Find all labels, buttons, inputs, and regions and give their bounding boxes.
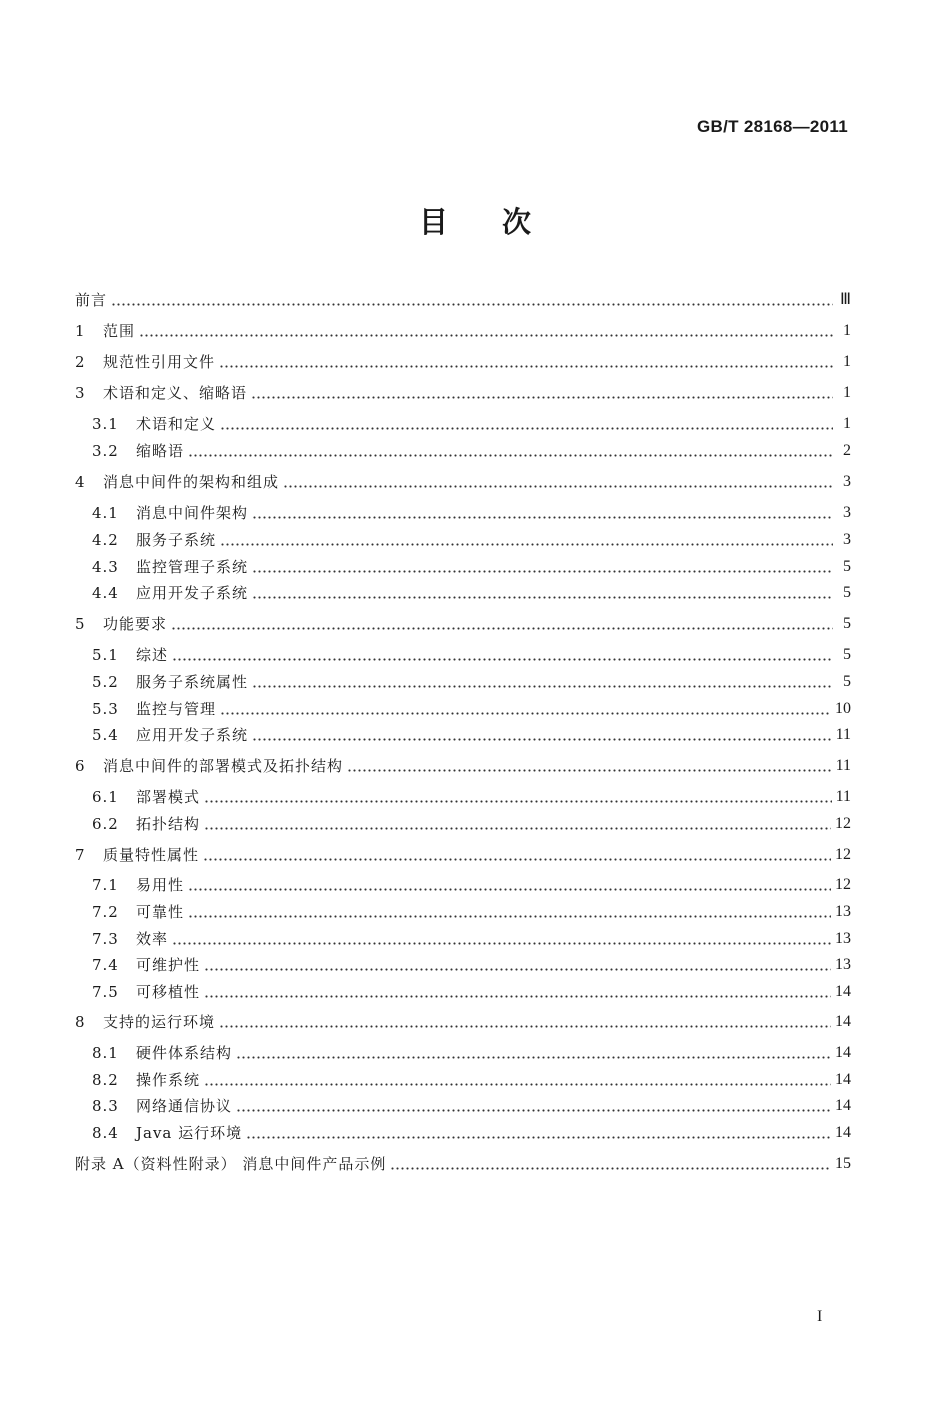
toc-entry-page: 3 — [843, 531, 851, 548]
toc-entry-number: 7.2 — [92, 903, 119, 921]
toc-entry-number: 5.4 — [92, 726, 119, 744]
toc-entry[interactable] — [92, 897, 851, 921]
toc-entry[interactable] — [92, 667, 851, 691]
toc-entry-title: 操作系统 — [136, 1071, 201, 1089]
toc-entry-page: 3 — [843, 473, 851, 490]
toc-entry-title: 效率 — [136, 930, 169, 948]
toc-entry-title: 缩略语 — [136, 442, 185, 460]
toc-entry-number: 4.1 — [92, 504, 119, 522]
dot-leader — [220, 427, 833, 430]
toc-entry[interactable] — [92, 809, 851, 833]
dot-leader — [111, 303, 833, 306]
dot-leader — [172, 942, 831, 945]
toc-entry-number: 3.1 — [92, 415, 119, 433]
dot-leader — [252, 516, 833, 519]
toc-entry[interactable] — [75, 467, 851, 491]
dot-leader — [347, 769, 832, 772]
dot-leader — [220, 543, 833, 546]
toc-entry-title: 前言 — [75, 291, 108, 309]
toc-entry-title: 质量特性属性 — [103, 846, 200, 864]
toc-entry-page: 5 — [843, 615, 851, 632]
toc-entry[interactable] — [92, 720, 851, 744]
dot-leader — [251, 396, 833, 399]
toc-entry-page: 14 — [835, 1097, 851, 1114]
dot-leader — [188, 915, 831, 918]
toc-entry-number: 8.3 — [92, 1097, 119, 1115]
toc-entry-title: 硬件体系结构 — [136, 1044, 233, 1062]
toc-entry-title: 支持的运行环境 — [103, 1013, 216, 1031]
toc-entry[interactable] — [75, 1007, 851, 1031]
dot-leader — [236, 1109, 831, 1112]
toc-entry[interactable] — [75, 751, 851, 775]
toc-entry-number: 8.1 — [92, 1044, 119, 1062]
toc-entry[interactable] — [92, 977, 851, 1001]
toc-entry-page: 1 — [843, 384, 851, 401]
toc-entry-page: 15 — [835, 1155, 851, 1172]
toc-entry-title: 监控与管理 — [136, 700, 217, 718]
toc-entry-page: 2 — [843, 442, 851, 459]
toc-entry-page: 14 — [835, 1071, 851, 1088]
dot-leader — [204, 827, 831, 830]
toc-entry-title: 部署模式 — [136, 788, 201, 806]
toc-entry-title: 应用开发子系统 — [136, 584, 249, 602]
toc-entry-number: 7.1 — [92, 876, 119, 894]
title-char-2: 次 — [502, 205, 532, 239]
toc-entry[interactable] — [92, 578, 851, 602]
dot-leader — [219, 1025, 831, 1028]
toc-entry-number: 7.5 — [92, 983, 119, 1001]
toc-entry-page: 13 — [835, 903, 851, 920]
dot-leader — [188, 888, 831, 891]
toc-entry-number: 5.3 — [92, 700, 119, 718]
dot-leader — [236, 1056, 831, 1059]
dot-leader — [219, 365, 833, 368]
toc-entry-number: 4.2 — [92, 531, 119, 549]
page-title — [0, 200, 950, 241]
toc-entry[interactable] — [92, 870, 851, 894]
toc-entry[interactable] — [92, 436, 851, 460]
toc-entry-title: 服务子系统 — [136, 531, 217, 549]
toc-entry-number: 5 — [75, 615, 86, 633]
toc-entry-page: 11 — [835, 726, 851, 743]
toc-entry-page: 5 — [843, 558, 851, 575]
toc-entry-number: 3.2 — [92, 442, 119, 460]
toc-entry-title: 功能要求 — [103, 615, 168, 633]
dot-leader — [204, 995, 831, 998]
dot-leader — [204, 1083, 831, 1086]
toc-entry-title: 消息中间件的部署模式及拓扑结构 — [103, 757, 344, 775]
toc-entry-title: 易用性 — [136, 876, 185, 894]
toc-entry-page: 14 — [835, 1124, 851, 1141]
toc-entry[interactable] — [75, 378, 851, 402]
toc-entry-title: 术语和定义 — [136, 415, 217, 433]
toc-entry-page: 11 — [835, 788, 851, 805]
toc-entry-title: 网络通信协议 — [136, 1097, 233, 1115]
toc-entry-number: 1 — [75, 322, 86, 340]
toc-entry-title: 规范性引用文件 — [103, 353, 216, 371]
toc-entry-page: 12 — [835, 815, 851, 832]
toc-entry-page: 1 — [843, 322, 851, 339]
toc-entry[interactable] — [92, 1091, 851, 1115]
page-number: I — [817, 1308, 823, 1325]
toc-entry-page: 5 — [843, 584, 851, 601]
toc-entry[interactable] — [92, 552, 851, 576]
toc-entry-title: 消息中间件的架构和组成 — [103, 473, 280, 491]
toc-entry[interactable] — [92, 782, 851, 806]
title-char-1: 目 — [418, 205, 448, 239]
toc-entry-number: 5.2 — [92, 673, 119, 691]
toc-entry[interactable] — [92, 525, 851, 549]
toc-entry-title: 范围 — [103, 322, 136, 340]
toc-entry[interactable] — [75, 1149, 851, 1173]
toc-entry-page: 14 — [835, 983, 851, 1000]
toc-entry[interactable] — [92, 694, 851, 718]
dot-leader — [220, 712, 831, 715]
toc-entry[interactable] — [92, 1118, 851, 1142]
toc-entry-number: 4.3 — [92, 558, 119, 576]
toc-entry-title: Java 运行环境 — [136, 1124, 243, 1142]
toc-entry-number: 8.4 — [92, 1124, 119, 1142]
toc-entry-title: 可维护性 — [136, 956, 201, 974]
toc-entry-number: 3 — [75, 384, 86, 402]
toc-entry-page: 14 — [835, 1044, 851, 1061]
dot-leader — [203, 858, 831, 861]
toc-entry[interactable] — [92, 1065, 851, 1089]
toc-entry-title: 服务子系统属性 — [136, 673, 249, 691]
dot-leader — [171, 627, 833, 630]
toc-entry-number: 8 — [75, 1013, 86, 1031]
toc-entry-title: 监控管理子系统 — [136, 558, 249, 576]
toc-entry[interactable] — [92, 409, 851, 433]
toc-entry-page: 1 — [843, 353, 851, 370]
toc-entry-title: 消息中间件架构 — [136, 504, 249, 522]
toc-entry-number: 2 — [75, 353, 86, 371]
toc-entry-page: 13 — [835, 956, 851, 973]
toc-entry-page: 12 — [835, 846, 851, 863]
toc-entry-number: 7.4 — [92, 956, 119, 974]
standard-code: GB/T 28168—2011 — [697, 117, 848, 136]
toc-entry-number: 7 — [75, 846, 86, 864]
toc-entry-page: 13 — [835, 930, 851, 947]
toc-entry-title: 综述 — [136, 646, 169, 664]
toc-entry-page: 3 — [843, 504, 851, 521]
toc-entry-title: 拓扑结构 — [136, 815, 201, 833]
toc-entry-page: 5 — [843, 646, 851, 663]
toc-entry-number: 4.4 — [92, 584, 119, 602]
toc-entry[interactable] — [75, 840, 851, 864]
toc-entry[interactable] — [92, 498, 851, 522]
dot-leader — [246, 1136, 831, 1139]
toc-entry-title: 术语和定义、缩略语 — [103, 384, 248, 402]
dot-leader — [252, 570, 833, 573]
toc-entry-number: 6 — [75, 757, 86, 775]
dot-leader — [390, 1167, 831, 1170]
toc-entry-page: 12 — [835, 876, 851, 893]
toc-entry-page: 5 — [843, 673, 851, 690]
toc-entry-title: 附录 A（资料性附录） 消息中间件产品示例 — [75, 1155, 387, 1173]
toc-entry[interactable] — [92, 640, 851, 664]
dot-leader — [283, 485, 833, 488]
toc-entry-title: 可移植性 — [136, 983, 201, 1001]
dot-leader — [204, 800, 832, 803]
toc-entry-title: 应用开发子系统 — [136, 726, 249, 744]
dot-leader — [172, 658, 833, 661]
toc-entry[interactable] — [92, 1038, 851, 1062]
toc-entry-title: 可靠性 — [136, 903, 185, 921]
dot-leader — [188, 454, 833, 457]
dot-leader — [252, 738, 832, 741]
toc-entry[interactable] — [75, 316, 851, 340]
dot-leader — [252, 685, 833, 688]
toc-entry[interactable] — [75, 609, 851, 633]
toc-entry-page: 10 — [835, 700, 851, 717]
toc-entry-page: Ⅲ — [839, 291, 851, 308]
toc-entry[interactable] — [75, 285, 851, 309]
toc-entry[interactable] — [75, 347, 851, 371]
toc-entry-page: 1 — [843, 415, 851, 432]
toc-entry-page: 11 — [835, 757, 851, 774]
toc-entry-number: 8.2 — [92, 1071, 119, 1089]
toc-entry-number: 6.1 — [92, 788, 119, 806]
toc-entry[interactable] — [92, 924, 851, 948]
dot-leader — [139, 334, 833, 337]
toc-entry-page: 14 — [835, 1013, 851, 1030]
toc-entry-number: 7.3 — [92, 930, 119, 948]
toc-entry-number: 5.1 — [92, 646, 119, 664]
dot-leader — [252, 596, 833, 599]
toc-entry-number: 6.2 — [92, 815, 119, 833]
toc-entry-number: 4 — [75, 473, 86, 491]
dot-leader — [204, 968, 831, 971]
toc-entry[interactable] — [92, 950, 851, 974]
